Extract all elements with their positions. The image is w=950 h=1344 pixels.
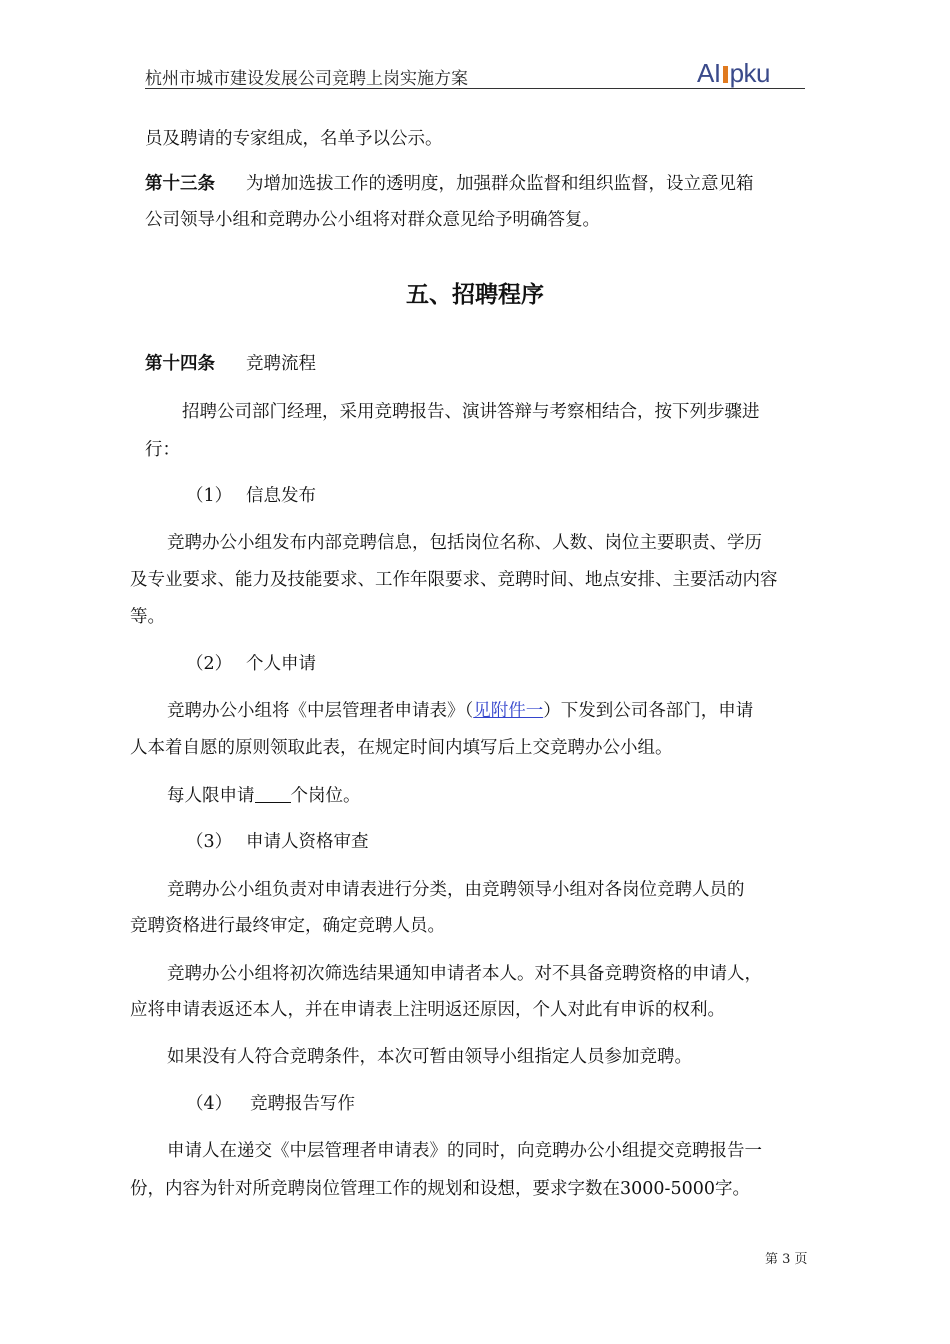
step-2-line-1-b: ）下发到公司各部门，申请 — [543, 701, 754, 721]
step-1-title: 信息发布 — [246, 486, 316, 506]
step-1-line-1: 竞聘办公小组发布内部竞聘信息，包括岗位名称、人数、岗位主要职责、学历 — [167, 533, 762, 553]
step-2-line-2: 人本着自愿的原则领取此表，在规定时间内填写后上交竞聘办公小组。 — [130, 738, 673, 758]
step-3-para-2-line-2: 应将申请表返还本人，并在申请表上注明返还原因，个人对此有申诉的权利。 — [130, 1000, 725, 1020]
blank-underline — [255, 788, 291, 803]
appendix-1-link[interactable]: 见附件一 — [473, 701, 544, 721]
step-3-para-3: 如果没有人符合竞聘条件，本次可暂由领导小组指定人员参加竞聘。 — [167, 1047, 692, 1067]
step-2-title: 个人申请 — [246, 654, 316, 674]
step-3-para-1-line-1: 竞聘办公小组负责对申请表进行分类，由竞聘领导小组对各岗位竞聘人员的 — [167, 880, 745, 900]
step-2-line-3-a: 每人限申请 — [167, 786, 255, 806]
step-1-label: （1） — [186, 486, 233, 506]
step-2-line-3-b: 个岗位。 — [290, 786, 361, 806]
article-13-continuation: 公司领导小组和竞聘办公小组将对群众意见给予明确答复。 — [145, 210, 600, 230]
article-14-label: 第十四条 — [145, 354, 215, 374]
step-4-line-2: 份，内容为针对所竞聘岗位管理工作的规划和设想，要求字数在3000-5000字。 — [130, 1179, 750, 1199]
paragraph-line: 员及聘请的专家组成，名单予以公示。 — [145, 129, 443, 149]
step-1-line-2: 及专业要求、能力及技能要求、工作年限要求、竞聘时间、地点安排、主要活动内容 — [130, 570, 778, 590]
step-2-line-1 — [167, 703, 753, 721]
step-2-label: （2） — [186, 654, 233, 674]
step-2-line-1-a: 竞聘办公小组将《中层管理者申请表》（ — [167, 701, 474, 721]
step-2-line-3 — [167, 788, 361, 806]
alpku-logo — [697, 58, 770, 89]
article-13-text: 为增加选拔工作的透明度，加强群众监督和组织监督，设立意见箱 — [246, 174, 754, 194]
step-4-line-1: 申请人在递交《中层管理者申请表》的同时，向竞聘办公小组提交竞聘报告一 — [167, 1141, 762, 1161]
step-3-para-2-line-1: 竞聘办公小组将初次筛选结果通知申请者本人。对不具备竞聘资格的申请人， — [167, 964, 762, 984]
section-heading: 五、招聘程序 — [406, 281, 544, 308]
step-3-label: （3） — [186, 832, 233, 852]
step-4-title: 竞聘报告写作 — [250, 1094, 355, 1114]
logo-text-right: pku — [729, 58, 770, 88]
logo-mark-icon — [723, 66, 728, 83]
article-13-label: 第十三条 — [145, 174, 215, 194]
logo-text-left: AI — [697, 58, 721, 88]
article-14-title: 竞聘流程 — [246, 354, 316, 374]
page-number: 第 3 页 — [765, 1252, 808, 1267]
intro-line-1: 招聘公司部门经理，采用竞聘报告、演讲答辩与考察相结合，按下列步骤进 — [182, 402, 760, 422]
header-divider — [145, 88, 805, 89]
step-1-line-3: 等。 — [130, 607, 165, 627]
step-4-label: （4） — [186, 1094, 233, 1114]
intro-line-2: 行： — [145, 440, 180, 460]
step-3-title: 申请人资格审查 — [246, 832, 369, 852]
header-title: 杭州市城市建设发展公司竞聘上岗实施方案 — [145, 69, 468, 89]
step-3-para-1-line-2: 竞聘资格进行最终审定，确定竞聘人员。 — [130, 916, 445, 936]
